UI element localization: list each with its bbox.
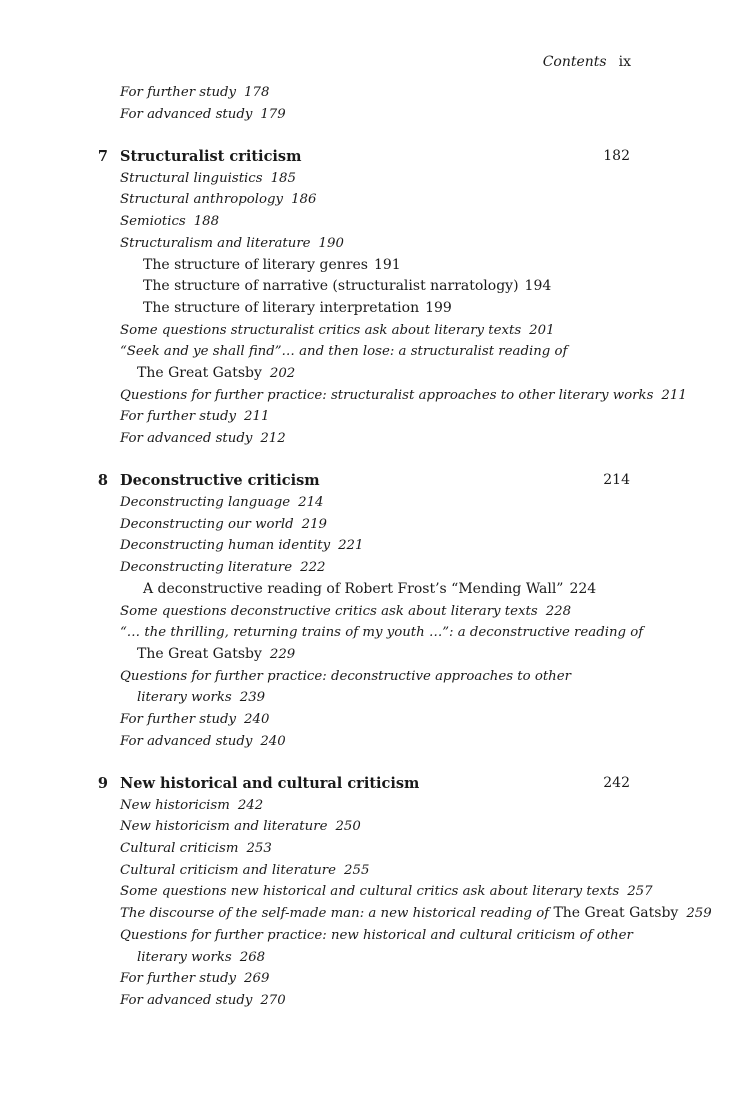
toc-entry [0, 968, 738, 990]
toc-subentry [0, 298, 738, 320]
entry-label: Semiotics [120, 214, 186, 230]
book-title: The Great Gatsby [553, 905, 679, 922]
entry-page: 221 [338, 538, 364, 554]
entry-label: Questions for further practice: structuralist approaches to other literary works [120, 387, 654, 403]
entry-label: Deconstructing literature [120, 560, 293, 576]
toc-entry [0, 860, 738, 882]
entry-label: For advanced study [120, 992, 253, 1008]
entry-page: 239 [239, 690, 266, 706]
book-title: The Great Gatsby [137, 645, 262, 662]
entry-page: 268 [239, 949, 266, 965]
entry-label: Questions for further practice: deconstructive approaches to other [120, 668, 571, 684]
toc-entry [0, 601, 738, 623]
entry-page: 224 [569, 580, 597, 597]
toc-entry-continuation [0, 947, 738, 969]
folio: ix [618, 54, 631, 70]
entry-label: Cultural criticism [120, 841, 239, 857]
entry-label: Questions for further practice: new historical and cultural criticism of other [120, 927, 633, 943]
entry-page: 202 [269, 365, 296, 381]
entry-page: 185 [270, 170, 296, 186]
entry-label: literary works [137, 690, 232, 706]
running-head [543, 54, 631, 70]
entry-page: 188 [193, 214, 220, 230]
entry-page: 211 [661, 387, 687, 403]
entry-page: 269 [244, 971, 270, 987]
entry-page: 191 [373, 256, 401, 273]
toc-entry [0, 666, 738, 688]
toc-entry [0, 189, 738, 211]
entry-label: Structural linguistics [120, 170, 263, 186]
entry-page: 211 [244, 409, 270, 425]
entry-page: 242 [237, 797, 264, 813]
entry-page: 255 [344, 862, 370, 878]
entry-label: A deconstructive reading of Robert Frost’s “Mending Wall” [143, 580, 564, 597]
toc-entry [0, 816, 738, 838]
chapter-title: New historical and cultural criticism [120, 775, 420, 792]
entry-page: 212 [260, 431, 286, 446]
toc-entry [0, 622, 738, 644]
entry-page: 228 [545, 603, 572, 619]
toc-entry [0, 881, 738, 903]
entry-label: For advanced study [120, 733, 253, 749]
chapter-heading-8 [0, 470, 738, 492]
entry-label: For further study [120, 711, 237, 727]
entry-page: 178 [244, 85, 270, 100]
entry-page: 259 [686, 906, 712, 922]
entry-label: For further study [120, 85, 237, 100]
entry-page: 214 [298, 495, 324, 511]
entry-page: 257 [627, 884, 653, 900]
chapter-title: Deconstructive criticism [120, 472, 320, 490]
entry-label: literary works [137, 949, 232, 965]
entry-page: 201 [529, 322, 555, 338]
chapter-heading-9 [0, 773, 738, 795]
entry-label: Deconstructing our world [120, 516, 294, 532]
entry-page: 179 [260, 106, 286, 122]
toc-entry [0, 211, 738, 233]
entry-label: Some questions deconstructive critics ask about literary texts [120, 603, 538, 619]
toc-entry [0, 385, 738, 407]
toc-entry [0, 557, 738, 579]
toc-entry [0, 168, 738, 190]
entry-label: The structure of narrative (structuralist narratology) [143, 278, 519, 295]
toc-subentry [0, 255, 738, 277]
chapter-number: 9 [97, 775, 108, 792]
entry-page: 240 [260, 733, 286, 749]
entry-page: 190 [318, 235, 344, 251]
toc-entry [0, 903, 738, 925]
toc-entry [0, 320, 738, 342]
toc-entry [0, 925, 738, 947]
entry-page: 250 [335, 819, 361, 835]
toc-entry [0, 731, 738, 753]
entry-label: Some questions structuralist critics ask about literary texts [120, 322, 522, 338]
book-title: The Great Gatsby [137, 364, 262, 381]
toc-subentry [0, 579, 738, 601]
chapter-page: 182 [603, 148, 630, 165]
toc-entry [0, 838, 738, 860]
toc-entry [0, 406, 738, 428]
chapter-title: Structuralist criticism [120, 148, 302, 166]
entry-label: For advanced study [120, 431, 253, 446]
entry-label: For further study [120, 409, 237, 425]
entry-label: The structure of literary interpretation [143, 299, 420, 316]
entry-page: 229 [269, 646, 296, 662]
toc-entry [0, 990, 738, 1012]
table-of-contents [0, 82, 738, 1012]
toc-entry [0, 233, 738, 255]
chapter-number: 8 [97, 472, 108, 490]
chapter-page: 242 [603, 775, 630, 791]
entry-page: 240 [244, 711, 270, 727]
entry-label: Structural anthropology [120, 192, 284, 208]
running-head-label: Contents [542, 54, 607, 70]
toc-entry [0, 492, 738, 514]
entry-label: Cultural criticism and literature [120, 862, 337, 878]
entry-page: 199 [425, 299, 452, 316]
entry-label: “Seek and ye shall find”… and then lose: a structuralist reading of [120, 344, 568, 360]
toc-entry-continuation [0, 644, 738, 666]
entry-page: 194 [524, 278, 552, 295]
entry-label: Deconstructing language [120, 495, 291, 511]
entry-page: 270 [260, 992, 286, 1008]
toc-entry [0, 341, 738, 363]
entry-label: New historicism [120, 797, 230, 813]
entry-page: 222 [300, 560, 326, 576]
entry-page: 186 [291, 192, 317, 208]
entry-label: The discourse of the self-made man: a new historical reading of [120, 906, 550, 922]
toc-entry [0, 104, 738, 126]
chapter-heading-7 [0, 146, 738, 168]
toc-entry [0, 82, 738, 104]
toc-entry [0, 428, 738, 450]
entry-label: Structuralism and literature [120, 235, 311, 251]
chapter-page: 214 [603, 472, 630, 489]
entry-label: For advanced study [120, 106, 253, 122]
toc-entry [0, 535, 738, 557]
toc-entry-continuation [0, 363, 738, 385]
toc-entry [0, 795, 738, 817]
chapter-number: 7 [97, 148, 108, 166]
entry-page: 219 [301, 516, 328, 532]
toc-entry [0, 709, 738, 731]
entry-label: Some questions new historical and cultural critics ask about literary texts [120, 884, 620, 900]
entry-label: The structure of literary genres [143, 256, 368, 273]
entry-label: For further study [120, 971, 237, 987]
toc-subentry [0, 276, 738, 298]
toc-entry-continuation [0, 687, 738, 709]
entry-label: “… the thrilling, returning trains of my youth …”: a deconstructive reading of [120, 625, 644, 641]
entry-label: New historicism and literature [120, 819, 328, 835]
toc-entry [0, 514, 738, 536]
entry-page: 253 [246, 841, 272, 857]
entry-label: Deconstructing human identity [120, 538, 331, 554]
